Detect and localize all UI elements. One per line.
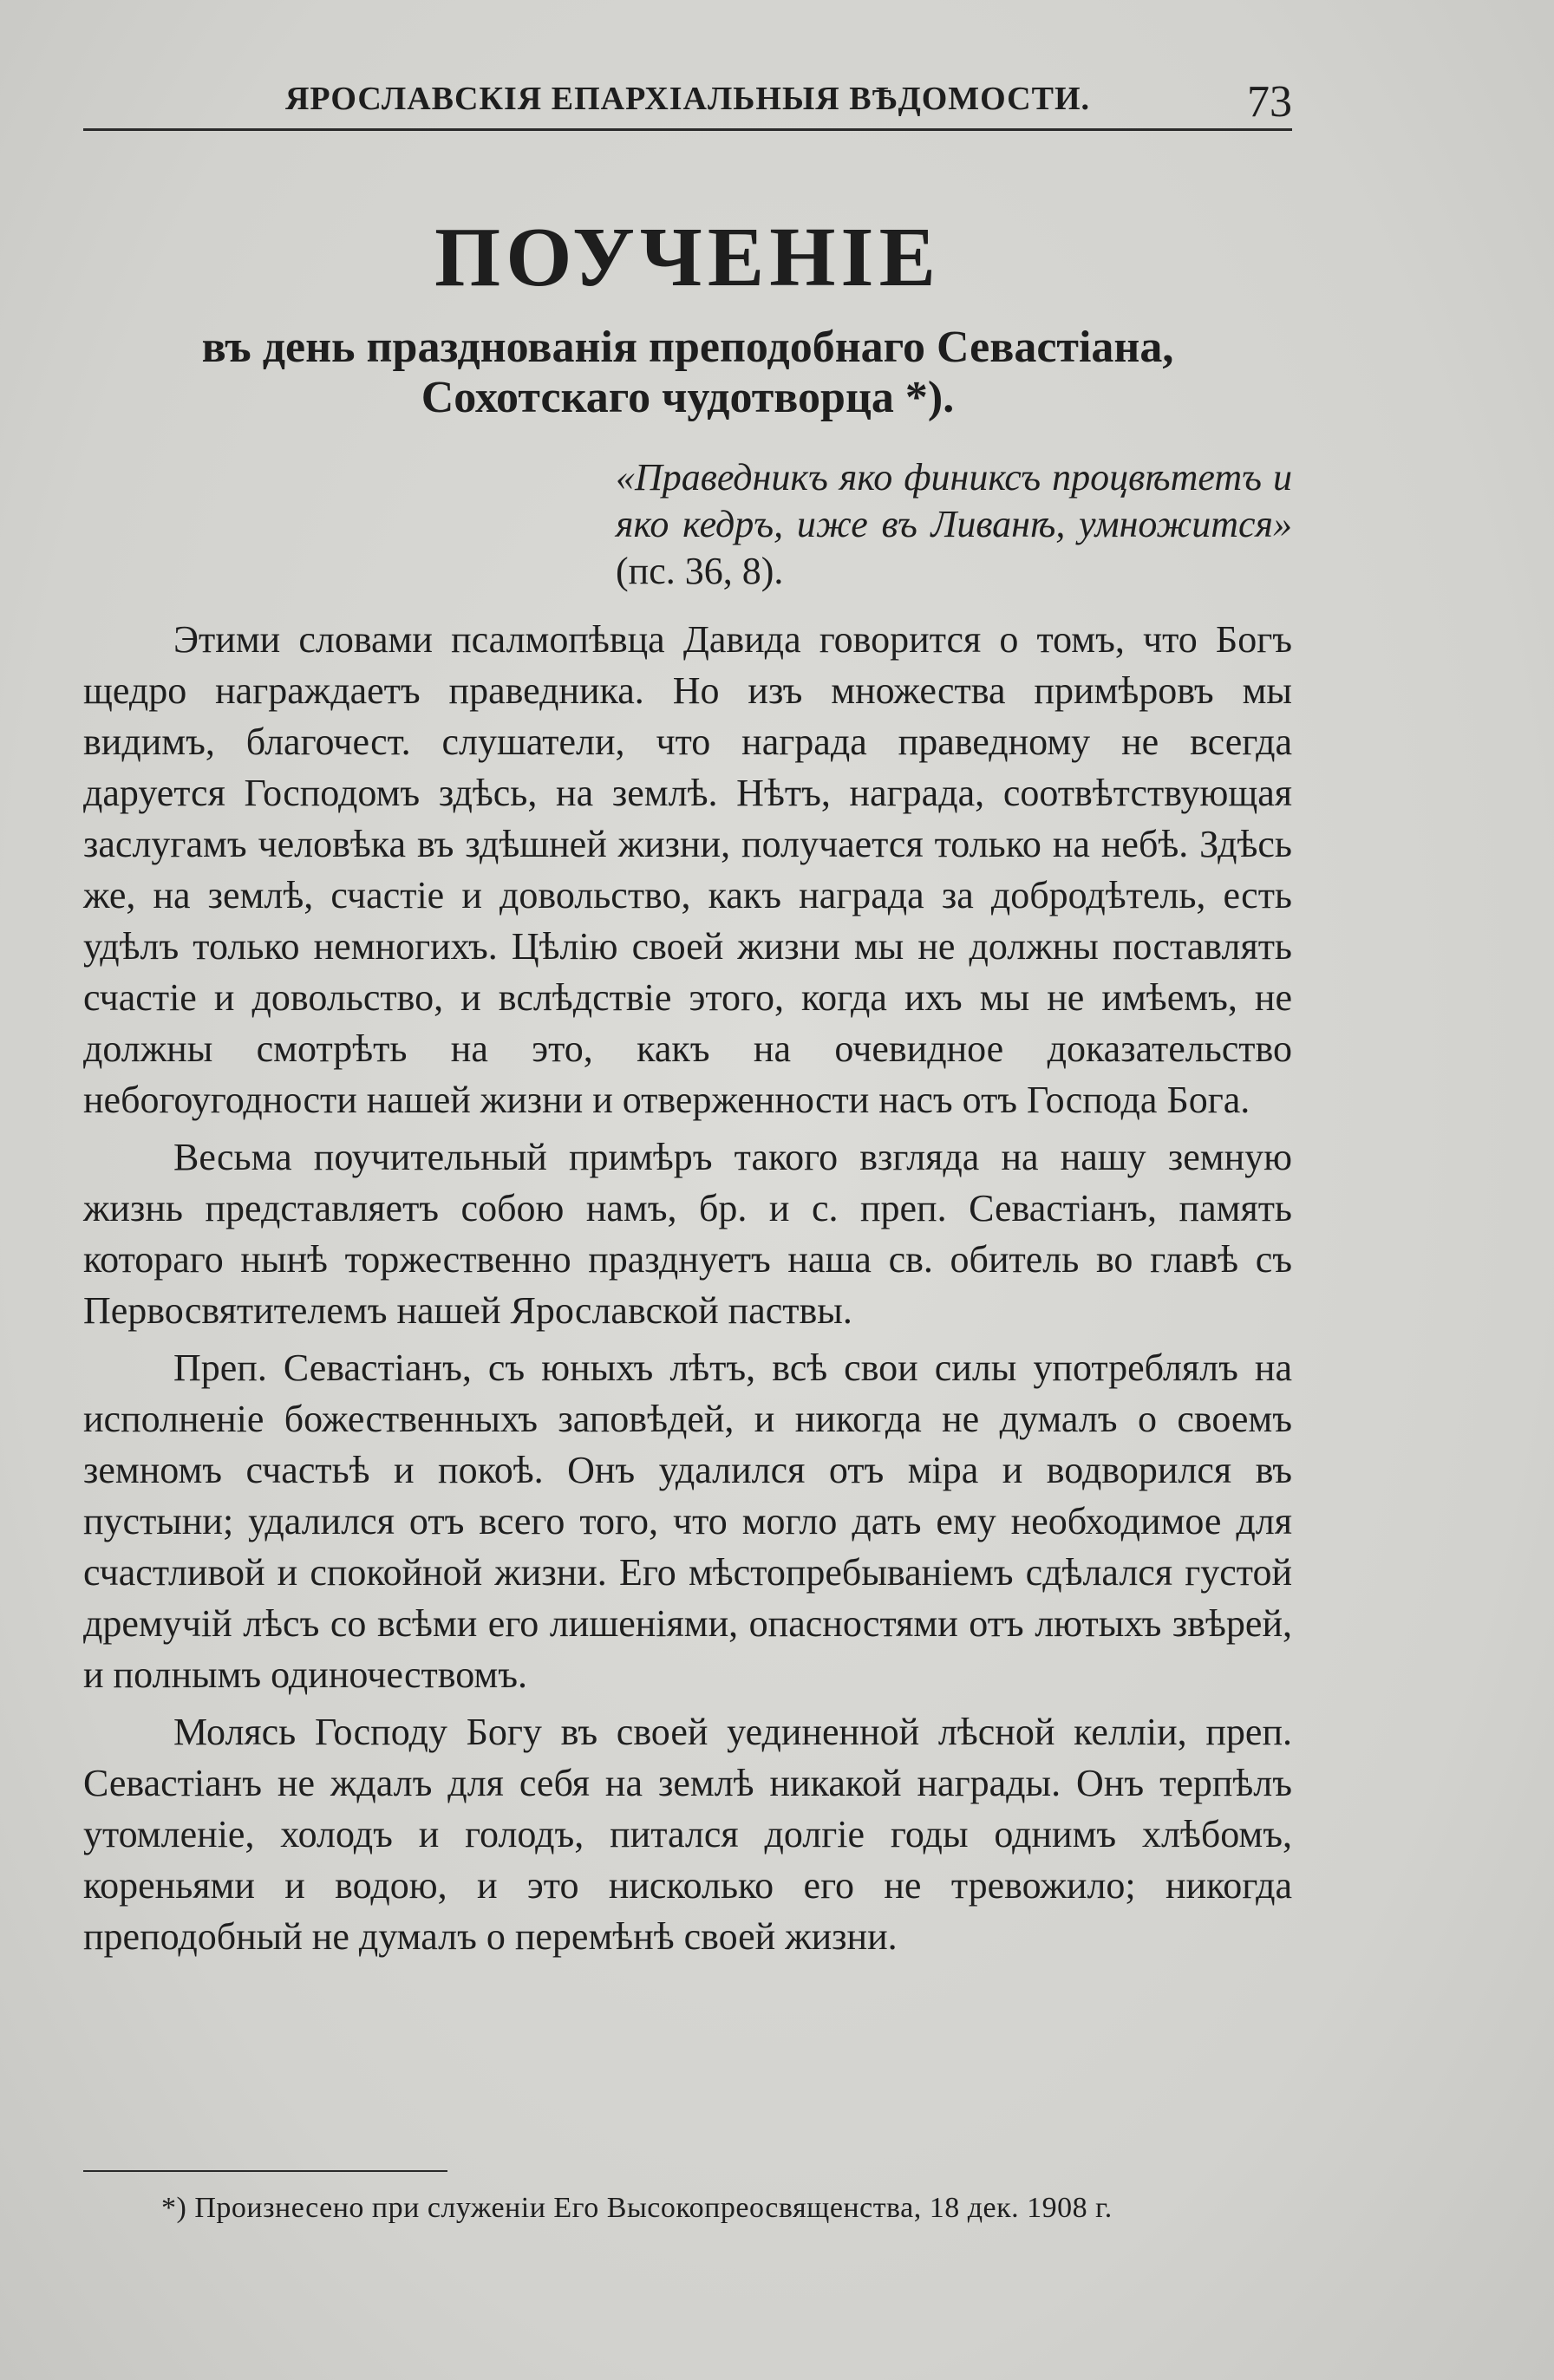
page-number: 73: [1247, 77, 1292, 127]
sermon-subtitle: въ день празднованія преподобнаго Севастіана, Сохотскаго чудотворца *).: [201, 323, 1174, 422]
paragraph-3: Преп. Севастіанъ, съ юныхъ лѣтъ, всѣ свои силы употреблялъ на исполненіе божественныхъ заповѣдей, и никогда не думалъ о своемъ земномъ счастьѣ и покоѣ. Онъ удалился отъ міра и водворился въ пустыни; удалился отъ всего того, что могло дать ему необходимое для счастливой и спокойной жизни. Его мѣстопребываніемъ сдѣлался густой дремучій лѣсъ со всѣми его лишеніями, опасностями отъ лютыхъ звѣрей, и полнымъ одиночествомъ.: [83, 1346, 1292, 1696]
running-head: [83, 76, 1292, 131]
epigraph: [616, 454, 1292, 595]
footnote: *) Произнесено при служеніи Его Высокопреосвященства, 18 дек. 1908 г.: [161, 2192, 1113, 2224]
paragraph-4: Молясь Господу Богу въ своей уединенной лѣсной келліи, преп. Севастіанъ не ждалъ для себя на землѣ никакой награды. Онъ терпѣлъ утомленіе, холодъ и голодъ, питался долгіе годы однимъ хлѣбомъ, кореньями и водою, и это нисколько его не тревожило; никогда преподобный не думалъ о перемѣнѣ своей жизни.: [83, 1711, 1292, 1958]
sermon-body: [83, 614, 1292, 1968]
epigraph-quote: «Праведникъ яко финиксъ процвѣтетъ и яко кедръ, иже въ Ливанѣ, умножится»: [616, 456, 1292, 545]
footnote-rule: [83, 2170, 447, 2172]
running-title: ЯРОСЛАВСКІЯ ЕПАРХІАЛЬНЫЯ ВѢДОМОСТИ.: [284, 81, 1091, 117]
epigraph-reference: (пс. 36, 8).: [616, 550, 784, 592]
paragraph-1: Этими словами псалмопѣвца Давида говорится о томъ, что Богъ щедро награждаетъ праведника. Но изъ множества примѣровъ мы видимъ, благочест. слушатели, что награда праведному не всегда даруется Господомъ здѣсь, на землѣ. Нѣтъ, награда, соотвѣтствующая заслугамъ человѣка въ здѣшней жизни, получается только на небѣ. Здѣсь же, на землѣ, счастіе и довольство, какъ награда за добродѣтель, есть удѣлъ только немногихъ. Цѣлію своей жизни мы не должны поставлять счастіе и довольство, и вслѣдствіе этого, когда ихъ мы не имѣемъ, не должны смотрѣть на это, какъ на очевидное доказательство небогоугодности нашей жизни и отверженности насъ отъ Господа Бога.: [83, 618, 1292, 1121]
paragraph-2: Весьма поучительный примѣръ такого взгляда на нашу земную жизнь представляетъ собою намъ, бр. и с. преп. Севастіанъ, память котораго нынѣ торжественно празднуетъ наша св. обитель во главѣ съ Первосвятителемъ нашей Ярославской паствы.: [83, 1136, 1292, 1332]
sermon-title: ПОУЧЕНІЕ: [434, 211, 941, 304]
